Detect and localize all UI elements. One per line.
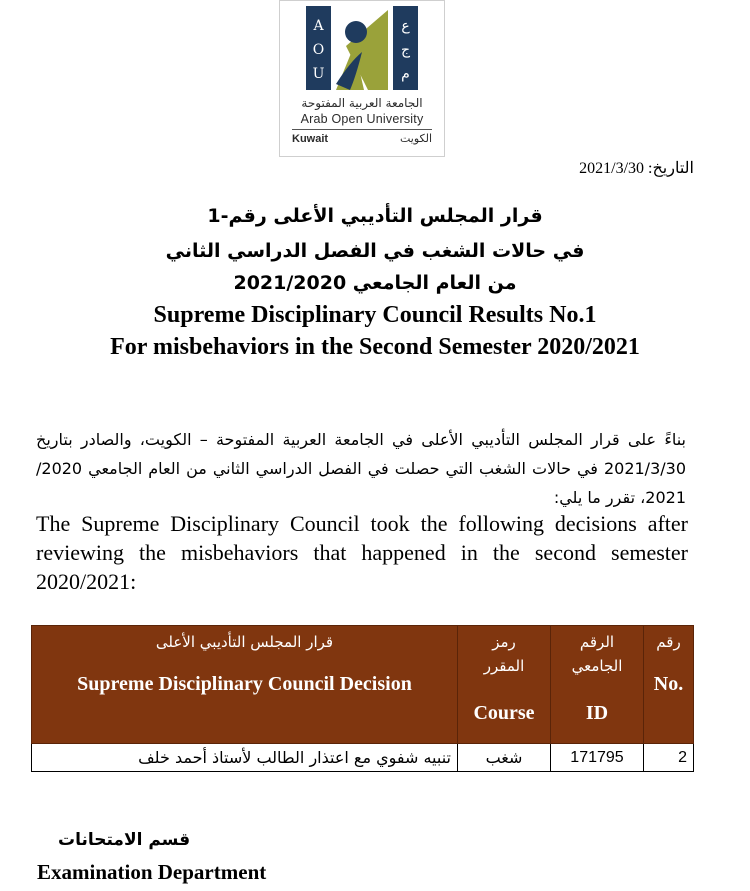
logo-letter-jim: ج xyxy=(400,42,411,58)
date-label: التاريخ: xyxy=(648,160,694,177)
table-header-row xyxy=(32,626,694,744)
title-english-line-2: For misbehaviors in the Second Semester 2020/2021 xyxy=(110,334,640,360)
header-id xyxy=(551,626,644,744)
cell-number: 2 xyxy=(644,744,694,772)
header-number-english: No. xyxy=(653,673,684,695)
header-course-english: Course xyxy=(473,702,535,724)
cell-decision: تنبيه شفوي مع اعتذار الطالب لأستاذ أحمد خلف xyxy=(32,744,458,772)
logo-letter-u: U xyxy=(312,66,325,82)
logo-letter-mim: م xyxy=(401,66,410,82)
aou-emblem-icon xyxy=(306,6,418,90)
header-decision-english: Supreme Disciplinary Council Decision xyxy=(77,673,412,695)
title-arabic-line-2: في حالات الشغب في الفصل الدراسي الثاني xyxy=(165,240,585,262)
logo-letter-o: O xyxy=(312,42,325,58)
header-id-arabic: الرقم الجامعي xyxy=(571,633,623,675)
logo-name-arabic: الجامعة العربية المفتوحة xyxy=(301,96,423,110)
logo-letter-a: A xyxy=(313,18,324,34)
department-english: Examination Department xyxy=(37,860,267,884)
title-english-line-1: Supreme Disciplinary Council Results No.1 xyxy=(153,302,597,328)
logo-branch-english: Kuwait xyxy=(292,133,329,145)
header-number-arabic: رقم xyxy=(656,633,681,651)
title-arabic-line-3: من العام الجامعي 2021/2020 xyxy=(233,272,517,294)
body-paragraph-english: The Supreme Disciplinary Council took the following decisions after reviewing the misbehaviors that happened in the second semester 2020/2021: xyxy=(36,511,688,594)
cell-course: شغب xyxy=(458,744,551,772)
title-arabic-line-1: قرار المجلس التأديبي الأعلى رقم-1 xyxy=(207,205,543,227)
cell-student-id: 171795 xyxy=(551,744,644,772)
header-decision xyxy=(32,626,458,744)
logo-name-english: Arab Open University xyxy=(300,112,424,126)
header-number xyxy=(644,626,694,744)
header-id-english: ID xyxy=(585,702,609,724)
logo-figure-head xyxy=(345,21,367,43)
document-date xyxy=(579,158,694,178)
logo-branch-arabic: الكويت xyxy=(399,132,432,145)
logo-divider xyxy=(292,129,432,130)
header-course xyxy=(458,626,551,744)
decisions-table xyxy=(31,625,694,772)
table-row xyxy=(32,744,694,772)
body-paragraph-arabic: بناءً على قرار المجلس التأديبي الأعلى في الجامعة العربية المفتوحة – الكويت، والصادر بتاريخ 2021/3/30 في حالات الشغب التي حصلت في الفصل الدراسي الثاني من العام الجامعي 2020/ 2021، تقرر ما يلي: xyxy=(36,430,686,507)
header-course-arabic: رمز المقرر xyxy=(483,633,525,675)
header-decision-arabic: قرار المجلس التأديبي الأعلى xyxy=(155,633,334,651)
logo-letter-ain: ع xyxy=(401,18,410,34)
department-arabic: قسم الامتحانات xyxy=(58,830,191,850)
date-value: 2021/3/30 xyxy=(579,160,645,177)
university-logo xyxy=(279,0,445,157)
